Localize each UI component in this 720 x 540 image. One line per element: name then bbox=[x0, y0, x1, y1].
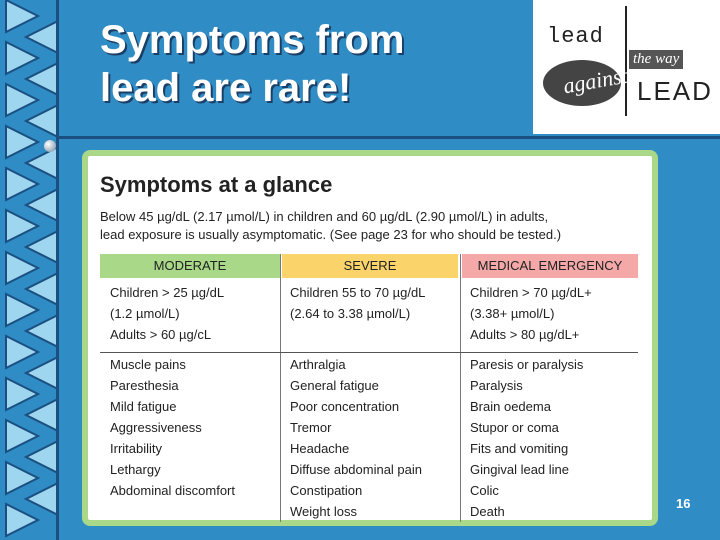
section-divider bbox=[100, 352, 638, 353]
symptom-item: Diffuse abdominal pain bbox=[290, 462, 423, 477]
column-divider bbox=[460, 254, 461, 522]
symptom-item: Stupor or coma bbox=[470, 420, 559, 435]
symptom-item: Arthralgia bbox=[290, 357, 346, 372]
logo-word-lead: lead bbox=[547, 24, 604, 49]
symptom-item: Fits and vomiting bbox=[470, 441, 569, 456]
severe-symptoms bbox=[290, 354, 422, 522]
moderate-symptoms bbox=[110, 354, 235, 501]
symptoms-table-image bbox=[82, 150, 658, 526]
slide-title bbox=[100, 16, 520, 112]
symptom-item: Irritability bbox=[110, 441, 163, 456]
logo-word-the-way: the way bbox=[629, 50, 683, 69]
level-line: (1.2 µmol/L) bbox=[110, 306, 180, 321]
header-severe: SEVERE bbox=[282, 254, 458, 278]
symptom-item: Weight loss bbox=[290, 504, 357, 519]
level-line: Children 55 to 70 µg/dL bbox=[290, 285, 426, 300]
symptom-item: Paresthesia bbox=[110, 378, 179, 393]
symptom-item: Brain oedema bbox=[470, 399, 551, 414]
table-heading: Symptoms at a glance bbox=[100, 172, 333, 197]
logo-against-shape bbox=[543, 60, 630, 106]
level-line: Children > 25 µg/dL bbox=[110, 285, 225, 300]
bullet-dot bbox=[44, 140, 56, 152]
level-line: (2.64 to 3.38 µmol/L) bbox=[290, 306, 411, 321]
symptom-item: Paralysis bbox=[470, 378, 523, 393]
symptom-item: Paresis or paralysis bbox=[470, 357, 584, 372]
moderate-levels bbox=[110, 282, 224, 345]
symptom-item: Muscle pains bbox=[110, 357, 186, 372]
header-moderate: MODERATE bbox=[100, 254, 280, 278]
symptom-item: Aggressiveness bbox=[110, 420, 202, 435]
intro-line-2: lead exposure is usually asymptomatic. (See page 23 for who should be tested.) bbox=[100, 227, 562, 242]
symptom-item: Lethargy bbox=[110, 462, 161, 477]
logo-word-lead-caps: LEAD bbox=[637, 76, 713, 106]
symptom-item: Headache bbox=[290, 441, 350, 456]
symptom-item: Death bbox=[470, 504, 505, 519]
severe-levels bbox=[290, 282, 425, 324]
logo-divider bbox=[625, 6, 627, 116]
emergency-levels bbox=[470, 282, 592, 345]
lead-logo bbox=[533, 0, 720, 134]
vertical-rule bbox=[56, 0, 59, 540]
emergency-symptoms bbox=[470, 354, 583, 522]
level-line: (3.38+ µmol/L) bbox=[470, 306, 555, 321]
symptom-item: Abdominal discomfort bbox=[110, 483, 235, 498]
symptom-item: Gingival lead line bbox=[470, 462, 570, 477]
level-line: Children > 70 µg/dL+ bbox=[470, 285, 592, 300]
level-line: Adults > 80 µg/dL+ bbox=[470, 327, 580, 342]
decorative-triangles bbox=[0, 0, 64, 540]
header-medical-emergency: MEDICAL EMERGENCY bbox=[462, 254, 638, 278]
symptom-item: Tremor bbox=[290, 420, 332, 435]
level-line: Adults > 60 µg/cL bbox=[110, 327, 212, 342]
symptom-item: General fatigue bbox=[290, 378, 379, 393]
symptom-item: Poor concentration bbox=[290, 399, 400, 414]
title-line-1: Symptoms from bbox=[100, 18, 405, 62]
symptom-item: Mild fatigue bbox=[110, 399, 177, 414]
page-number: 16 bbox=[676, 496, 691, 511]
horizontal-rule bbox=[56, 136, 720, 139]
symptom-item: Constipation bbox=[290, 483, 363, 498]
title-line-2: lead are rare! bbox=[100, 66, 352, 110]
intro-line-1: Below 45 µg/dL (2.17 µmol/L) in children and 60 µg/dL (2.90 µmol/L) in adults, bbox=[100, 209, 549, 224]
logo-word-against: against bbox=[561, 62, 630, 99]
symptom-item: Colic bbox=[470, 483, 499, 498]
table-intro bbox=[100, 208, 640, 244]
column-divider bbox=[280, 254, 281, 522]
